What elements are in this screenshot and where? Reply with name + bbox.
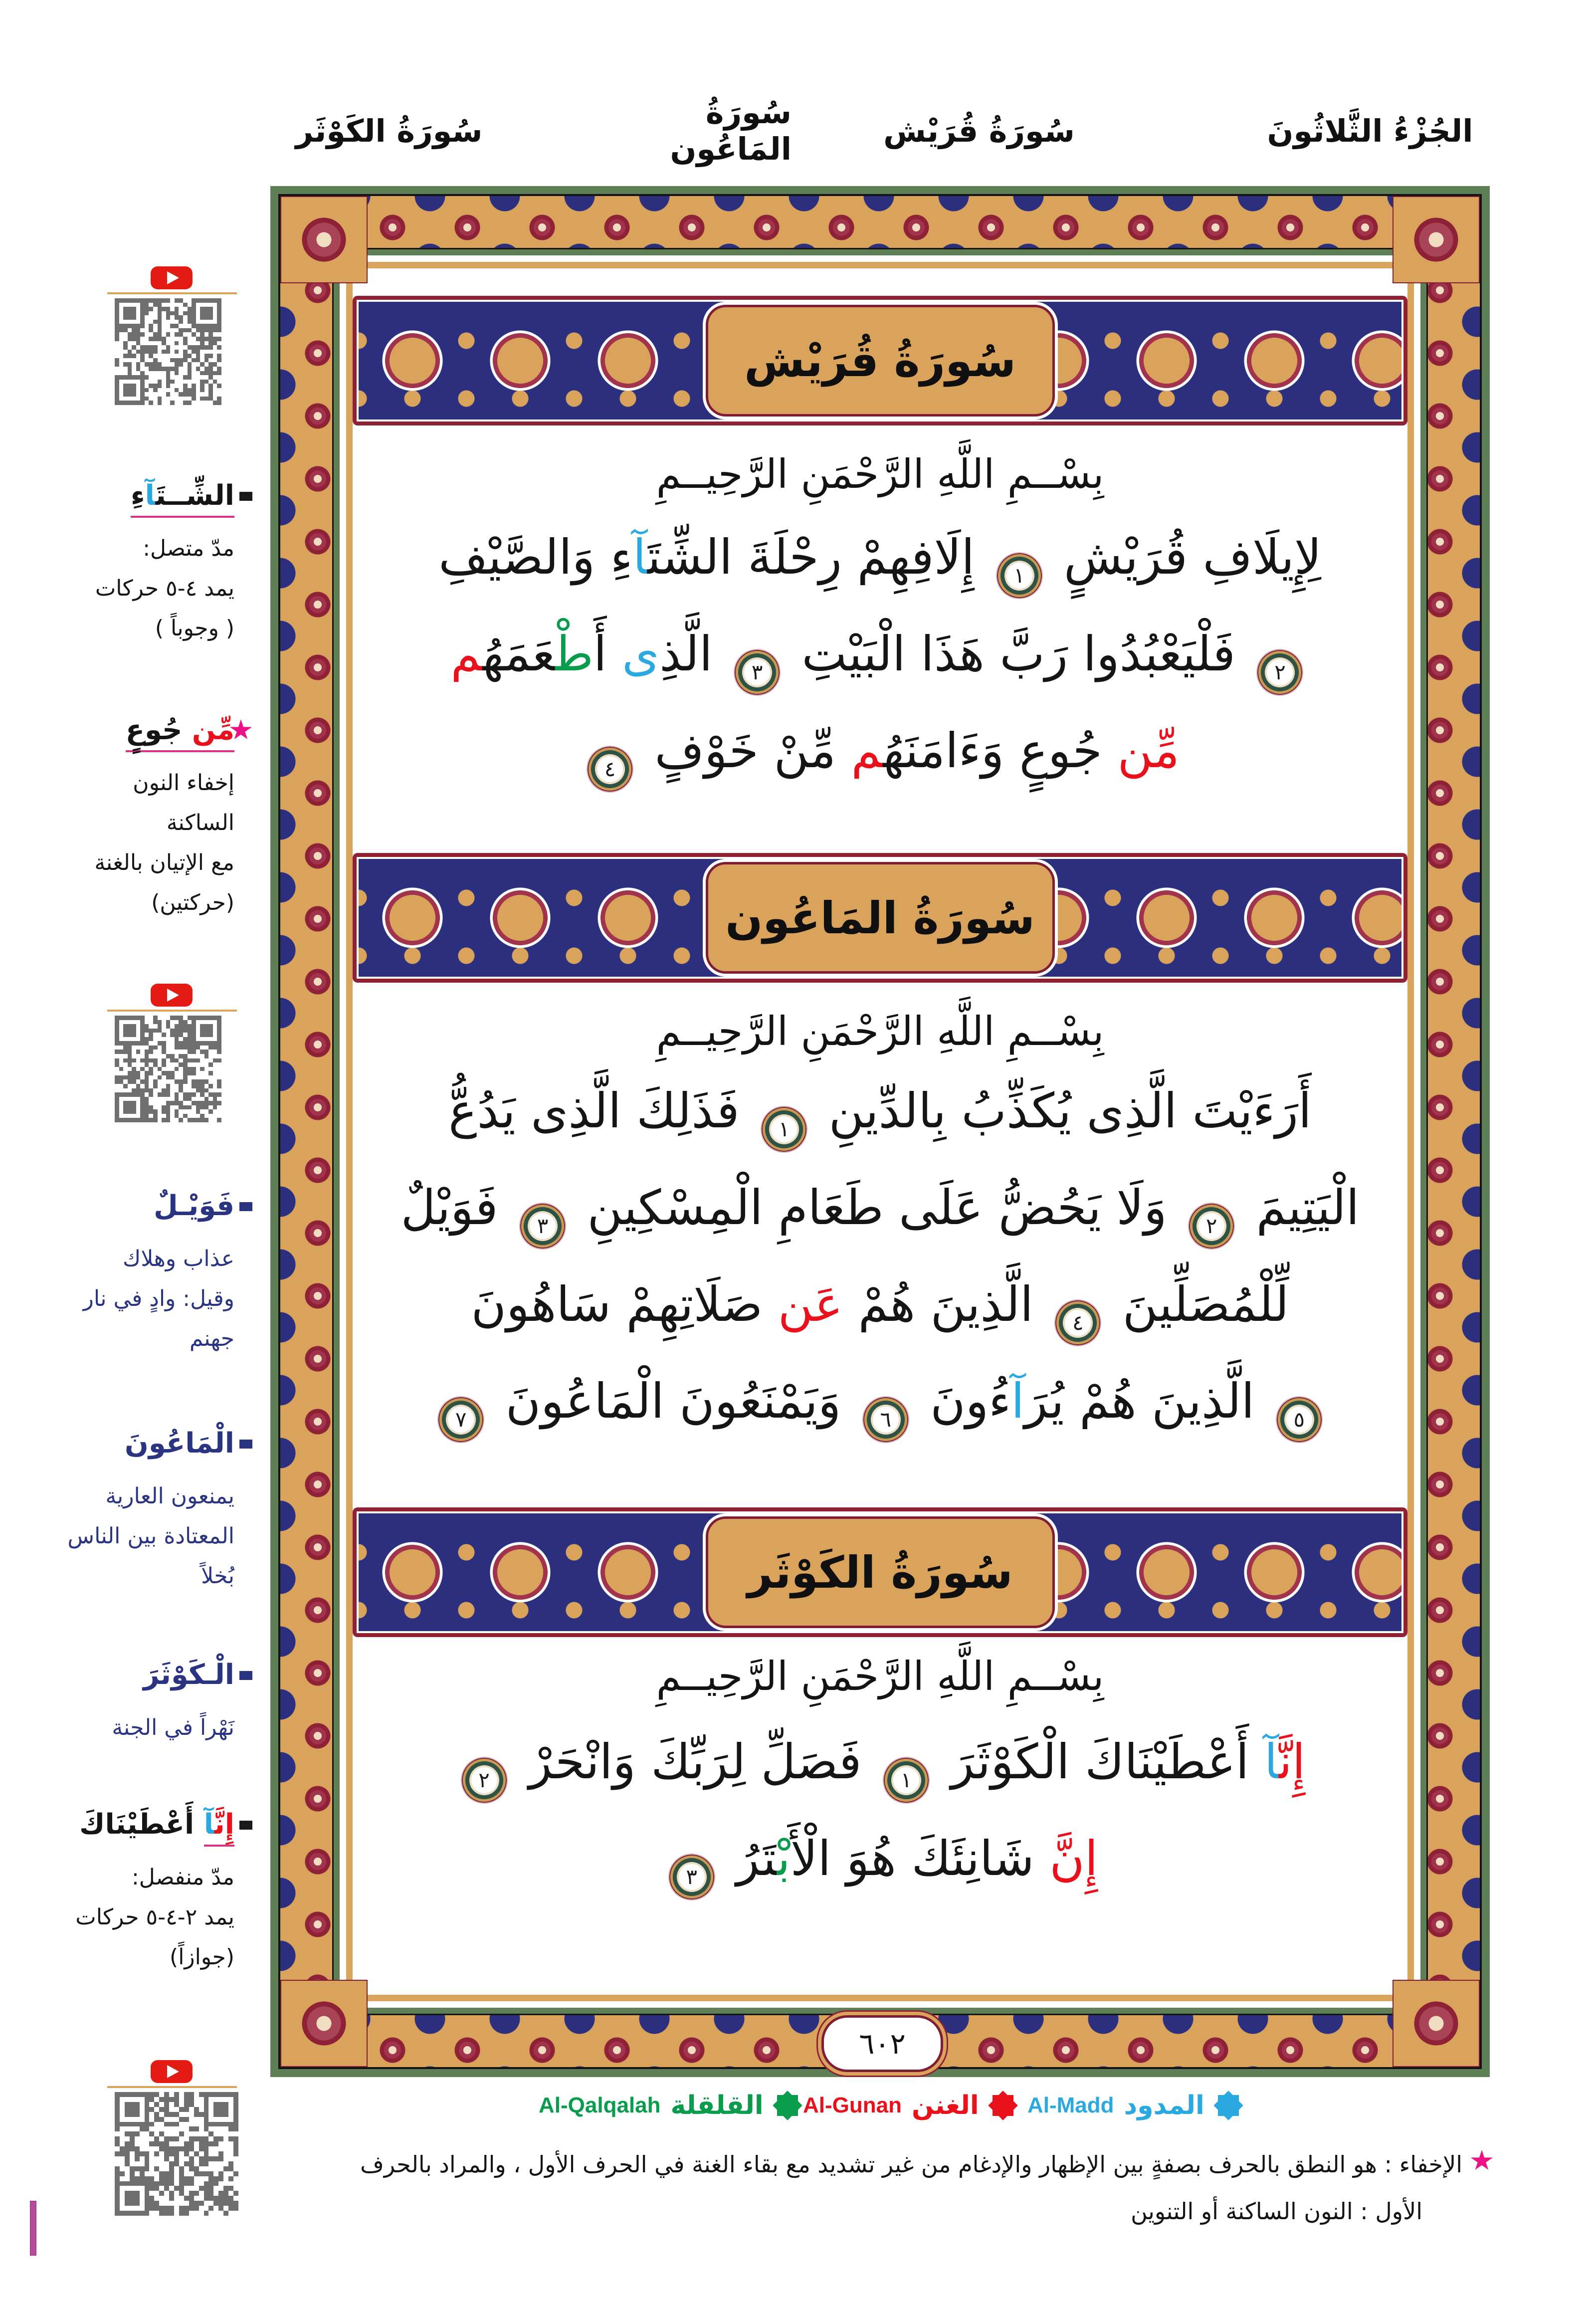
youtube-icon[interactable] <box>151 2060 193 2083</box>
qr-code-2[interactable] <box>115 1016 221 1122</box>
ayah-marker: ١ <box>997 553 1042 598</box>
ayah-marker: ٣ <box>520 1204 565 1249</box>
legend-al-gunan <box>803 2089 1017 2122</box>
bismillah: بِسْــمِ اللَّهِ الرَّحْمَنِ الرَّحِيــمِ <box>656 1653 1104 1699</box>
verse-line: أَرَءَيْتَ الَّذِى يُكَذِّبُ بِالدِّينِ ١ فَذَلِكَ الَّذِى يَدُعُّ <box>353 1062 1407 1159</box>
corner-flower-icon <box>280 1980 368 2067</box>
legend-arabic-label: المدود <box>1124 2091 1204 2120</box>
annotation-term: مِّن جُوعٍ <box>47 707 234 753</box>
annotation-term: الْمَاعُونَ <box>125 1427 234 1460</box>
margin-annotation-shitaa <box>47 473 234 648</box>
verse-line: لِإِيلَافِ قُرَيْشٍ ١ إِلَافِهِمْ رِحْلَةَ الشِّتَآءِ وَالصَّيْفِ <box>353 509 1407 606</box>
header-title-quraysh: سُورَةُ قُرَيْش <box>883 112 1075 149</box>
footnote-line: الإخفاء : هو النطق بالحرف بصفةٍ بين الإظهار والإدغام من غير تشديد مع بقاء الغنة في الحرف الأول ، والمراد بالحرف <box>360 2151 1462 2178</box>
legend-arabic-label: الغنن <box>911 2091 979 2120</box>
margin-annotation-kawthar <box>47 1652 234 1748</box>
divider <box>107 292 237 294</box>
corner-flower-icon <box>1393 1980 1480 2067</box>
legend-al-madd <box>1027 2089 1242 2122</box>
square-bullet-icon <box>239 1821 252 1830</box>
ikhfa-star-icon <box>1470 2150 1493 2172</box>
margin-tab <box>30 2201 36 2256</box>
annotation-term: الشِّــتَآءِ <box>47 473 234 519</box>
youtube-icon[interactable] <box>151 984 193 1007</box>
surah-kawthar-banner <box>353 1507 1407 1637</box>
ayah-marker: ٤ <box>1055 1300 1100 1345</box>
header-title-kawthar: سُورَةُ الكَوْثَر <box>295 112 483 149</box>
ayah-marker: ١ <box>884 1758 929 1803</box>
annotation-term: فَوَيْـلٌ <box>154 1190 234 1222</box>
bismillah: بِسْــمِ اللَّهِ الرَّحْمَنِ الرَّحِيــمِ <box>656 450 1104 497</box>
surah-quraysh-banner <box>353 296 1407 425</box>
margin-annotation-maun <box>47 1421 234 1596</box>
qr-code-1[interactable] <box>115 298 221 405</box>
maun-verses <box>353 1062 1407 1450</box>
quraysh-verses <box>353 509 1407 799</box>
legend-arabic-label: القلقلة <box>670 2091 764 2120</box>
surah-maun-title: سُورَةُ المَاعُون <box>725 892 1035 944</box>
verse-line: مِّن جُوعٍ وَءَامَنَهُم مِّنْ خَوْفٍ ٤ <box>353 702 1407 799</box>
divider <box>107 1010 237 1012</box>
corner-flower-icon <box>280 196 368 283</box>
divider <box>107 2086 237 2088</box>
square-bullet-icon <box>239 1671 252 1680</box>
annotation-description: مدّ منفصل: يمد ٢-٤-٥ حركات (جوازاً) <box>75 1865 234 1970</box>
footnote-line: الأول : النون الساكنة أو التنوين <box>1131 2198 1422 2225</box>
surah-maun-banner <box>353 853 1407 983</box>
legend-latin-label: Al-Gunan <box>803 2093 902 2117</box>
banner-title-panel <box>706 305 1055 417</box>
qr-code-3[interactable] <box>115 2092 238 2216</box>
ayah-marker: ٤ <box>588 747 632 792</box>
al-madd-marker-icon <box>1214 2092 1242 2119</box>
annotation-description: مدّ متصل: يمد ٤-٥ حركات ( وجوباً ) <box>95 536 234 641</box>
ikhfa-footnote <box>353 2141 1462 2235</box>
square-bullet-icon <box>239 1202 252 1211</box>
juz-title: الجُزْءُ الثَّلاثُونَ <box>1267 112 1473 149</box>
verse-line: ٥ الَّذِينَ هُمْ يُرَآءُونَ ٦ وَيَمْنَعُونَ الْمَاعُونَ ٧ <box>353 1353 1407 1450</box>
bismillah: بِسْــمِ اللَّهِ الرَّحْمَنِ الرَّحِيــمِ <box>656 1008 1104 1054</box>
annotation-description: يمنعون العارية المعتادة بين الناس بُخلاً <box>67 1483 234 1589</box>
annotation-term: الْـكَوْثَرَ <box>143 1659 234 1691</box>
margin-annotation-fawayl <box>47 1183 234 1359</box>
banner-title-panel <box>706 1516 1055 1628</box>
youtube-icon[interactable] <box>151 266 193 289</box>
square-bullet-icon <box>239 492 252 501</box>
banner-title-panel <box>706 862 1055 974</box>
al-qalqalah-marker-icon <box>774 2092 801 2119</box>
verse-line: ٢ فَلْيَعْبُدُوا رَبَّ هَذَا الْبَيْتِ ٣ الَّذِى أَطْعَمَهُم <box>353 606 1407 702</box>
legend-latin-label: Al-Qalqalah <box>539 2093 661 2117</box>
play-icon <box>167 989 179 1002</box>
ayah-marker: ٣ <box>735 650 780 695</box>
ayah-marker: ١ <box>762 1107 806 1152</box>
annotation-description: نَهْراً في الجنة <box>112 1715 234 1740</box>
margin-annotation-inna <box>47 1802 234 1977</box>
play-icon <box>167 271 179 284</box>
ayah-marker: ٢ <box>1257 650 1302 695</box>
al-gunan-marker-icon <box>989 2092 1017 2119</box>
annotation-description: عذاب وهلاك وقيل: وادٍ في نار جهنم <box>83 1246 234 1351</box>
page-number: ٦٠٢ <box>821 2015 943 2072</box>
annotation-description: إخفاء النون الساكنة مع الإتيان بالغنة (حركتين) <box>94 770 234 915</box>
verse-line: إِنَّآ أَعْطَيْنَاكَ الْكَوْثَرَ ١ فَصَلِّ لِرَبِّكَ وَانْحَرْ ٢ <box>353 1713 1407 1810</box>
ayah-marker: ٧ <box>438 1397 483 1442</box>
verse-line: الْيَتِيمَ ٢ وَلَا يَحُضُّ عَلَى طَعَامِ الْمِسْكِينِ ٣ فَوَيْلٌ <box>353 1159 1407 1256</box>
ayah-marker: ٢ <box>1189 1204 1234 1249</box>
square-bullet-icon <box>239 1440 252 1449</box>
annotation-term: إِنَّآ أَعْطَيْنَاكَ <box>47 1802 234 1848</box>
surah-quraysh-title: سُورَةُ قُرَيْش <box>744 335 1016 387</box>
ayah-marker: ٥ <box>1277 1397 1322 1442</box>
surah-kawthar-title: سُورَةُ الكَوْثَر <box>747 1546 1013 1598</box>
legend-al-qalqalah <box>539 2089 801 2122</box>
ayah-marker: ٦ <box>863 1397 908 1442</box>
ayah-marker: ٣ <box>669 1855 714 1899</box>
ayah-marker: ٢ <box>462 1758 507 1803</box>
play-icon <box>167 2065 179 2078</box>
legend-latin-label: Al-Madd <box>1027 2093 1114 2117</box>
verse-line: لِّلْمُصَلِّينَ ٤ الَّذِينَ هُمْ عَن صَلَاتِهِمْ سَاهُونَ <box>353 1256 1407 1353</box>
corner-flower-icon <box>1393 196 1480 283</box>
kawthar-verses <box>353 1713 1407 1907</box>
header-title-maun: سُورَةُ المَاعُون <box>670 94 792 167</box>
verse-line: إِنَّ شَانِئَكَ هُوَ الْأَبْتَرُ ٣ <box>353 1810 1407 1907</box>
margin-annotation-min-juu <box>47 707 234 923</box>
